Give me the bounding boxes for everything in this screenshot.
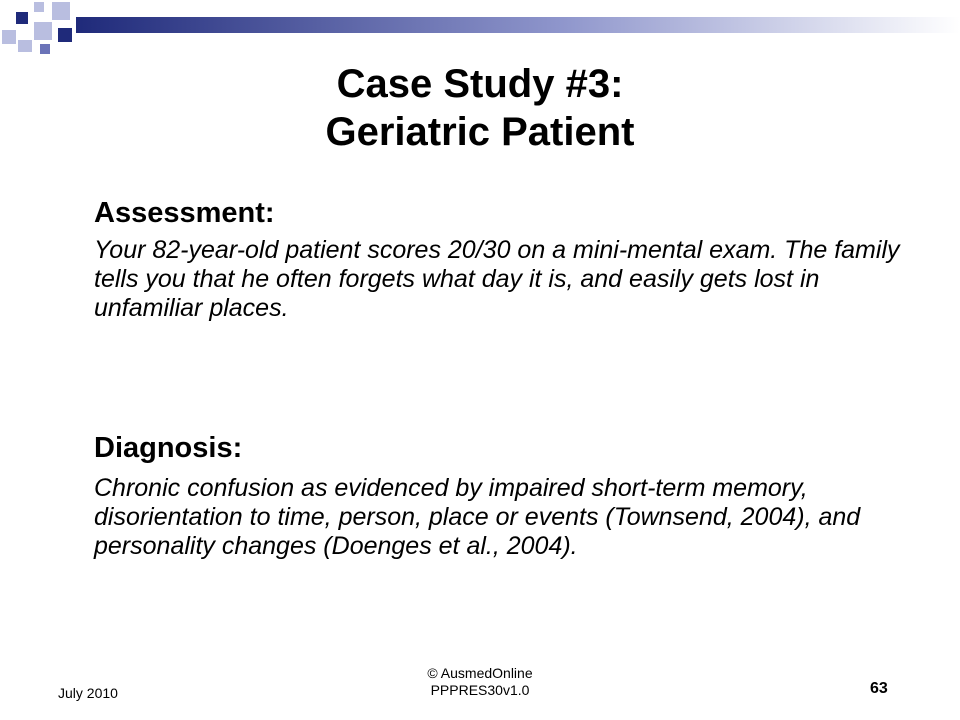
diagnosis-body: Chronic confusion as evidenced by impaired short-term memory, disorientation to time, person, place or events (Townsend, 2004), and personality changes (Doenges et al., 2004). <box>94 474 861 560</box>
corner-square-light <box>52 2 70 20</box>
assessment-body: Your 82-year-old patient scores 20/30 on a mini-mental exam. The family tells you that he often forgets what day it is, and easily gets lost in unfamiliar places. <box>94 236 900 322</box>
corner-square-light <box>34 2 44 12</box>
footer-copyright-line: © AusmedOnline <box>427 665 533 681</box>
corner-square-navy <box>58 28 72 42</box>
page-number: 63 <box>870 680 888 697</box>
corner-square-navy <box>16 12 28 24</box>
footer-code: PPPRES30v1.0 <box>430 682 530 698</box>
corner-square-light <box>18 40 32 52</box>
corner-square-mid <box>40 44 50 54</box>
header-gradient-bar <box>76 17 960 33</box>
footer-date: July 2010 <box>58 685 118 701</box>
assessment-heading: Assessment: <box>94 197 275 229</box>
slide-title <box>0 60 960 156</box>
corner-square-light <box>2 30 16 44</box>
diagnosis-heading: Diagnosis: <box>94 432 243 464</box>
footer-copyright <box>380 665 580 699</box>
corner-square-light <box>34 22 52 40</box>
slide-title-line-2: Geriatric Patient <box>325 110 635 154</box>
slide-title-line-1: Case Study #3: <box>336 62 624 106</box>
